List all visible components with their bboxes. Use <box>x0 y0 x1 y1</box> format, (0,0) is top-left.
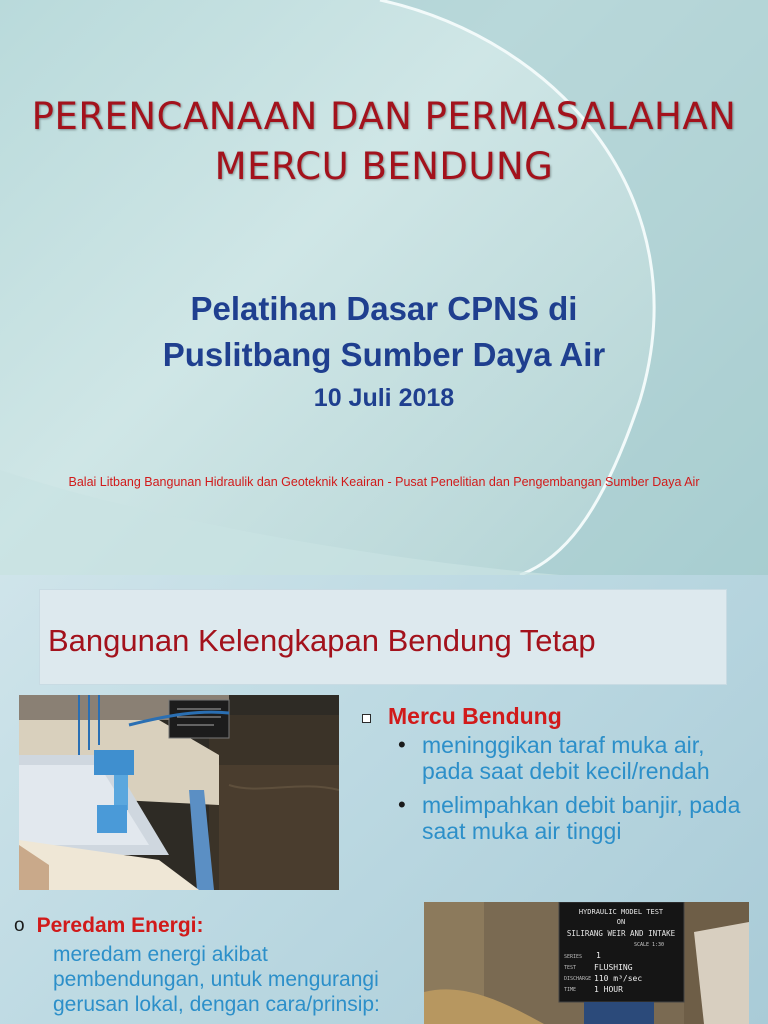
institution-name: Balai Litbang Bangunan Hidraulik dan Geoteknik Keairan - Pusat Penelitian dan Pengembangan Sumber Daya Air <box>68 475 700 489</box>
sign-discharge-value: 110 m³/sec <box>594 974 643 983</box>
slide-title-line1: PERENCANAAN DAN PERMASALAHAN <box>31 95 737 138</box>
peredam-energi-description: meredam energi akibat pembendungan, untuk mengurangi gerusan lokal, dengan cara/prinsip: <box>53 943 380 1016</box>
sign-series-value: 1 <box>596 951 601 960</box>
sign-line1: HYDRAULIC MODEL TEST <box>578 908 664 916</box>
sign-time-value: 1 HOUR <box>594 985 623 994</box>
mercu-bendung-list <box>398 732 758 852</box>
bullet-dot-icon: • <box>398 732 406 757</box>
peredam-energi-label: Peredam Energi: <box>36 914 204 937</box>
list-item-text: meninggikan taraf muka air, pada saat debit kecil/rendah <box>422 732 710 784</box>
bullet-dot-icon: • <box>398 792 406 817</box>
slide-subtitle <box>0 286 768 378</box>
slide-title-line2: MERCU BENDUNG <box>214 145 554 188</box>
weir-model-photo <box>19 695 339 890</box>
subtitle-line1: Pelatihan Dasar CPNS di <box>190 290 578 327</box>
heading-banner <box>39 589 727 685</box>
list-item <box>398 732 758 784</box>
sign-test-label: TEST <box>564 965 577 971</box>
content-slide <box>0 575 768 1024</box>
sign-line3: SILIRANG WEIR AND INTAKE <box>566 929 676 938</box>
model-test-photo <box>424 902 749 1024</box>
presentation-date: 10 Juli 2018 <box>313 384 455 412</box>
list-item-text: melimpahkan debit banjir, pada saat muka air tinggi <box>422 792 741 844</box>
peredam-energi-bullet <box>14 914 203 938</box>
slide-title <box>0 92 768 192</box>
list-item <box>398 792 758 844</box>
sign-series-label: SERIES <box>564 954 583 960</box>
mercu-bendung-bullet <box>362 703 562 730</box>
sign-time-label: TIME <box>564 987 577 993</box>
slide-heading: Bangunan Kelengkapan Bendung Tetap <box>48 623 596 658</box>
square-bullet-icon <box>362 714 371 723</box>
sign-line2: ON <box>616 918 626 926</box>
sign-test-value: FLUSHING <box>594 963 633 972</box>
subtitle-line2: Puslitbang Sumber Daya Air <box>162 336 606 373</box>
circle-bullet-icon: o <box>14 915 25 936</box>
sign-discharge-label: DISCHARGE <box>564 976 592 982</box>
sign-line4: SCALE 1:30 <box>633 942 665 948</box>
mercu-bendung-label: Mercu Bendung <box>388 703 562 729</box>
